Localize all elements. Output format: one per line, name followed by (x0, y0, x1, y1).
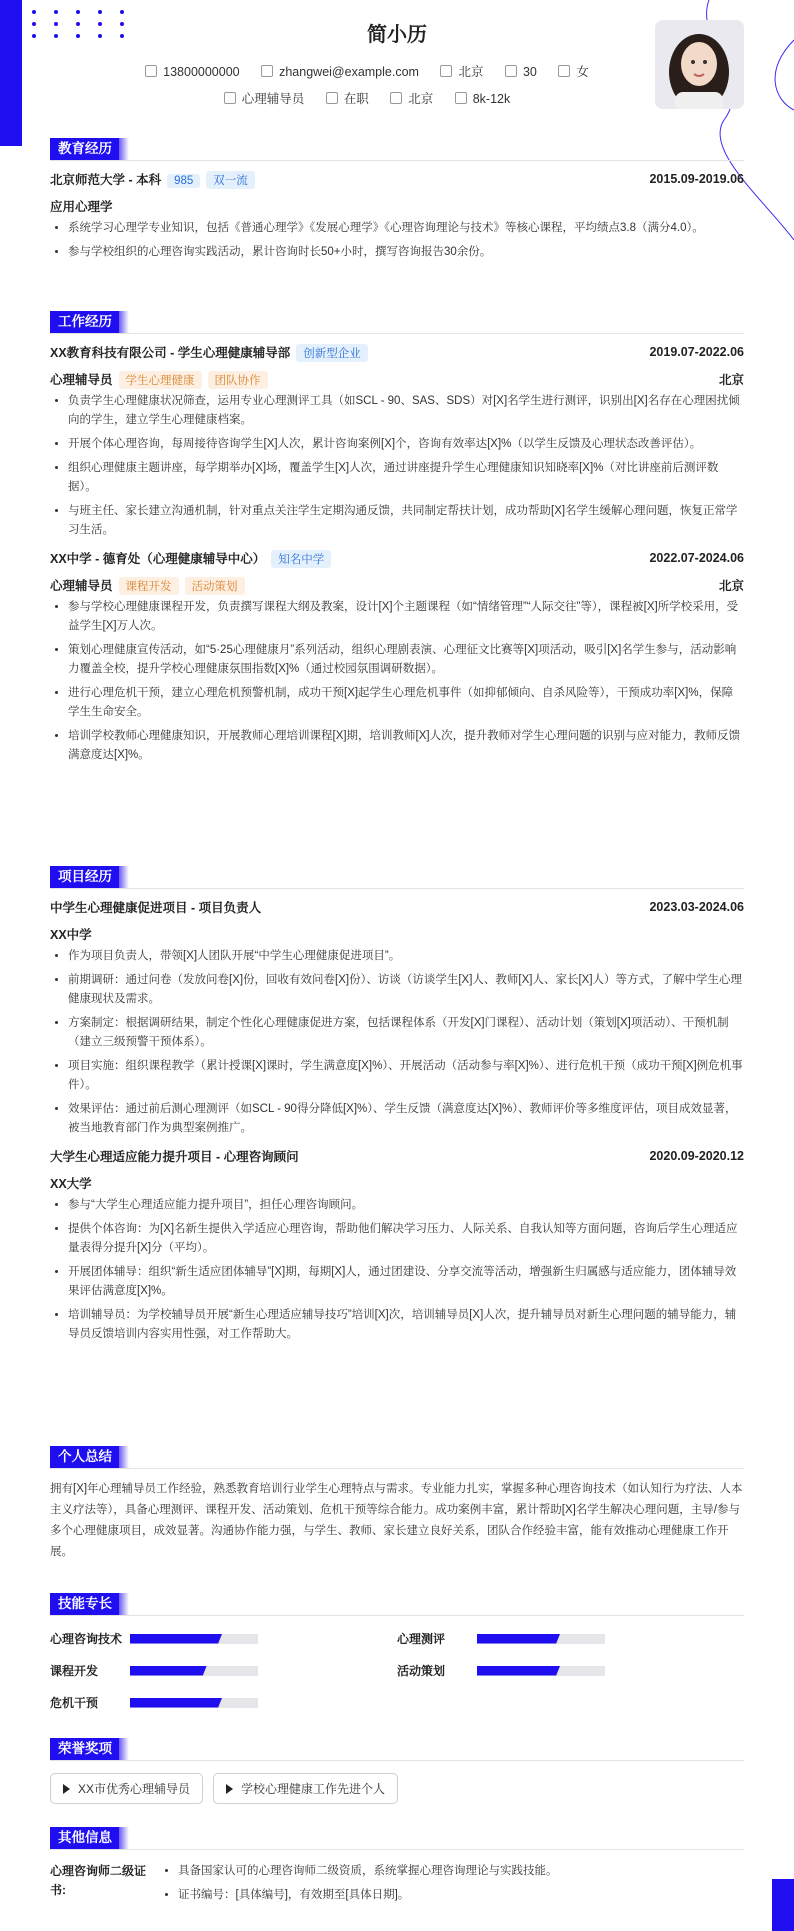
send-icon (224, 92, 236, 104)
role-tag: 活动策划 (185, 577, 245, 595)
list-item: • 组织心理健康主题讲座，每学期举办[X]场，覆盖学生[X]人次，通过讲座提升学生心理健康知识知晓率[X]%（对比讲座前后测评数据）。 (68, 459, 744, 497)
contact-info-row (0, 62, 734, 80)
education-bullets (50, 219, 744, 262)
target-city: 北京 (408, 92, 434, 106)
list-item: • 开展团体辅导：组织“新生适应团体辅导”[X]期，每期[X]人，通过团建设、分享交流等活动，增强新生归属感与适应能力，团体辅导效果评估满意度[X]%。 (68, 1263, 744, 1301)
play-icon (226, 1784, 233, 1794)
job-location: 北京 (718, 373, 744, 387)
certificate-label: 心理咨询师二级证书: (50, 1864, 147, 1897)
phone: 13800000000 (163, 65, 240, 79)
job-role: 心理辅导员 (50, 579, 113, 593)
projects-title: 项目经历 (50, 866, 744, 889)
other-section (50, 1827, 744, 1910)
project-period: 2020.09-2020.12 (649, 1149, 744, 1163)
list-item: • 项目实施：组织课程教学（累计授课[X]课时，学生满意度[X]%）、开展活动（活动参与率[X]%）、进行危机干预（成功干预[X]例危机事件）。 (68, 1057, 744, 1095)
job-intent-row (0, 89, 734, 107)
salary: 8k-12k (472, 92, 511, 106)
education-entry-header (50, 169, 744, 189)
education-section (50, 138, 744, 267)
role-tag: 学生心理健康 (119, 371, 202, 389)
skill-bar-fill (477, 1634, 560, 1644)
skill-name: 心理测评 (397, 1632, 446, 1646)
job-location: 北京 (718, 579, 744, 593)
list-item: • 方案制定：根据调研结果，制定个性化心理健康促进方案，包括课程体系（开发[X]门课程）、活动计划（策划[X]项活动）、干预机制（建立三级预警干预体系）。 (68, 1014, 744, 1052)
skill-item (50, 1630, 397, 1647)
skill-bar-fill (130, 1666, 207, 1676)
list-item: • 进行心理危机干预，建立心理危机预警机制，成功干预[X]起学生心理危机事件（如抑郁倾向、自杀风险等），干预成功率[X]%，保障学生生命安全。 (68, 684, 744, 722)
skills-section (50, 1593, 744, 1711)
company-name: XX中学 - 德育处（心理健康辅导中心） (50, 551, 266, 566)
education-period: 2015.09-2019.06 (649, 172, 744, 186)
list-item: • 作为项目负责人，带领[X]人团队开展“中学生心理健康促进项目”。 (68, 947, 744, 966)
project-entry (50, 897, 744, 1138)
job-status: 在职 (343, 92, 369, 106)
company-tag: 知名中学 (271, 550, 331, 568)
list-item: • 培训学校教师心理健康知识，开展教师心理培训课程[X]期，培训教师[X]人次，提升教师对学生心理问题的识别与应对能力，教师反馈满意度达[X]%。 (68, 727, 744, 765)
city: 北京 (458, 65, 484, 79)
education-title: 教育经历 (50, 138, 744, 161)
list-item: • 策划心理健康宣传活动，如“5·25心理健康月”系列活动，组织心理剧表演、心理征文比赛等[X]项活动，吸引[X]名学生参与，活动影响力覆盖全校，提升学校心理健康氛围指数[X]%（通过校园氛围调研数据）。 (68, 641, 744, 679)
list-item: • 效果评估：通过前后测心理测评（如SCL - 90得分降低[X]%）、学生反馈（满意度达[X]%）、教师评价等多维度评估，项目成效显著，被当地教育部门作为典型案例推广。 (68, 1100, 744, 1138)
job-period: 2019.07-2022.06 (649, 345, 744, 359)
role-tag: 团队协作 (208, 371, 268, 389)
avatar-photo (655, 20, 744, 109)
skill-bar (130, 1666, 258, 1676)
skill-bar-fill (477, 1666, 560, 1676)
company-name: XX教育科技有限公司 - 学生心理健康辅导部 (50, 345, 291, 360)
major: 应用心理学 (50, 200, 113, 214)
list-item: • 开展个体心理咨询，每周接待咨询学生[X]人次，累计咨询案例[X]个，咨询有效率达[X]%（以学生反馈及心理状态改善评估）。 (68, 435, 744, 454)
honor-item: XX市优秀心理辅导员 (50, 1773, 203, 1804)
skill-bar-fill (130, 1634, 222, 1644)
skill-item (397, 1662, 744, 1679)
skill-bar (477, 1666, 605, 1676)
project-org: XX大学 (50, 1177, 92, 1191)
skill-name: 活动策划 (397, 1664, 446, 1678)
status-icon (326, 92, 338, 104)
skill-item (397, 1630, 744, 1647)
job-role: 心理辅导员 (50, 373, 113, 387)
skill-item (50, 1694, 397, 1711)
project-org: XX中学 (50, 928, 92, 942)
age-icon (505, 65, 517, 77)
list-item: • 提供个体咨询：为[X]名新生提供入学适应心理咨询，帮助他们解决学习压力、人际关系、自我认知等方面问题，咨询后学生心理适应量表得分提升[X]分（平均）。 (68, 1220, 744, 1258)
play-icon (63, 1784, 70, 1794)
list-item: • 参与学校心理健康课程开发，负责撰写课程大纲及教案，设计[X]个主题课程（如“情绪管理”“人际交往”等），课程被[X]所学校采用，受益学生[X]万人次。 (68, 598, 744, 636)
job-period: 2022.07-2024.06 (649, 551, 744, 565)
phone-icon (145, 65, 157, 77)
summary-title: 个人总结 (50, 1446, 744, 1469)
list-item: • 前期调研：通过问卷（发放问卷[X]份，回收有效问卷[X]份）、访谈（访谈学生[X]人、教师[X]人、家长[X]人）等方式，了解中学生心理健康现状及需求。 (68, 971, 744, 1009)
work-entry (50, 342, 744, 540)
bottom-right-accent-bar (772, 1879, 794, 1931)
projects-section (50, 866, 744, 1349)
project-period: 2023.03-2024.06 (649, 900, 744, 914)
company-tag: 创新型企业 (296, 344, 368, 362)
skill-name: 课程开发 (50, 1664, 99, 1678)
home-icon (440, 65, 452, 77)
list-item: • 负责学生心理健康状况筛查，运用专业心理测评工具（如SCL - 90、SAS、SDS）对[X]名学生进行测评，识别出[X]名存在心理困扰倾向的学生，建立学生心理健康档案。 (68, 392, 744, 430)
project-name: 中学生心理健康促进项目 - 项目负责人 (50, 901, 262, 915)
role-tag: 课程开发 (119, 577, 179, 595)
work-title: 工作经历 (50, 311, 744, 334)
building-icon (390, 92, 402, 104)
skill-bar (477, 1634, 605, 1644)
skill-name: 危机干预 (50, 1696, 99, 1710)
school-tag: 双一流 (206, 171, 255, 189)
skill-name: 心理咨询技术 (50, 1632, 123, 1646)
age: 30 (522, 65, 537, 79)
skill-item (50, 1662, 397, 1679)
work-section (50, 311, 744, 770)
list-item: • 具备国家认可的心理咨询师二级资质，系统掌握心理咨询理论与实践技能。 (178, 1862, 558, 1881)
gender-icon (558, 65, 570, 77)
honors-title: 荣誉奖项 (50, 1738, 744, 1761)
honor-item: 学校心理健康工作先进个人 (213, 1773, 398, 1804)
list-item: • 与班主任、家长建立沟通机制，针对重点关注学生定期沟通反馈，共同制定帮扶计划，成功帮助[X]名学生缓解心理问题，恢复正常学习生活。 (68, 502, 744, 540)
target-job: 心理辅导员 (241, 92, 305, 106)
work-entry (50, 548, 744, 765)
summary-section (50, 1446, 744, 1563)
project-entry (50, 1146, 744, 1344)
school-tag: 985 (167, 174, 200, 188)
project-name: 大学生心理适应能力提升项目 - 心理咨询顾问 (50, 1150, 299, 1164)
salary-icon (455, 92, 467, 104)
other-title: 其他信息 (50, 1827, 744, 1850)
list-item: • 证书编号：[具体编号]，有效期至[具体日期]。 (178, 1886, 558, 1905)
list-item: • 参与“大学生心理适应能力提升项目”，担任心理咨询顾问。 (68, 1196, 744, 1215)
list-item: • 培训辅导员：为学校辅导员开展“新生心理适应辅导技巧”培训[X]次，培训辅导员[X]人次，提升辅导员对新生心理问题的辅导能力，辅导员反馈培训内容实用性强，对工作帮助大。 (68, 1306, 744, 1344)
email-icon (261, 65, 273, 77)
gender: 女 (576, 65, 589, 79)
list-item: • 参与学校组织的心理咨询实践活动，累计咨询时长50+小时，撰写咨询报告30余份。 (68, 243, 744, 262)
skill-bar (130, 1634, 258, 1644)
school-name: 北京师范大学 - 本科 (50, 172, 162, 187)
email: zhangwei@example.com (279, 65, 419, 79)
skill-bar (130, 1698, 258, 1708)
summary-text: 拥有[X]年心理辅导员工作经验，熟悉教育培训行业学生心理特点与需求。专业能力扎实，掌握多种心理咨询技术（如认知行为疗法、人本主义疗法等），具备心理测评、课程开发、活动策划、危机干预等综合能力。成功案例丰富，累计帮助[X]名学生解决心理问题，主导/参与多个心理健康项目，成效显著。沟通协作能力强，与学生、教师、家长建立良好关系，团队合作经验丰富，能有效推动心理健康工作开展。 (50, 1483, 743, 1558)
honors-section (50, 1738, 744, 1804)
skill-bar-fill (130, 1698, 222, 1708)
list-item: • 系统学习心理学专业知识，包括《普通心理学》《发展心理学》《心理咨询理论与技术》等核心课程，平均绩点3.8（满分4.0）。 (68, 219, 744, 238)
resume-name: 简小历 (367, 24, 427, 46)
skills-title: 技能专长 (50, 1593, 744, 1616)
